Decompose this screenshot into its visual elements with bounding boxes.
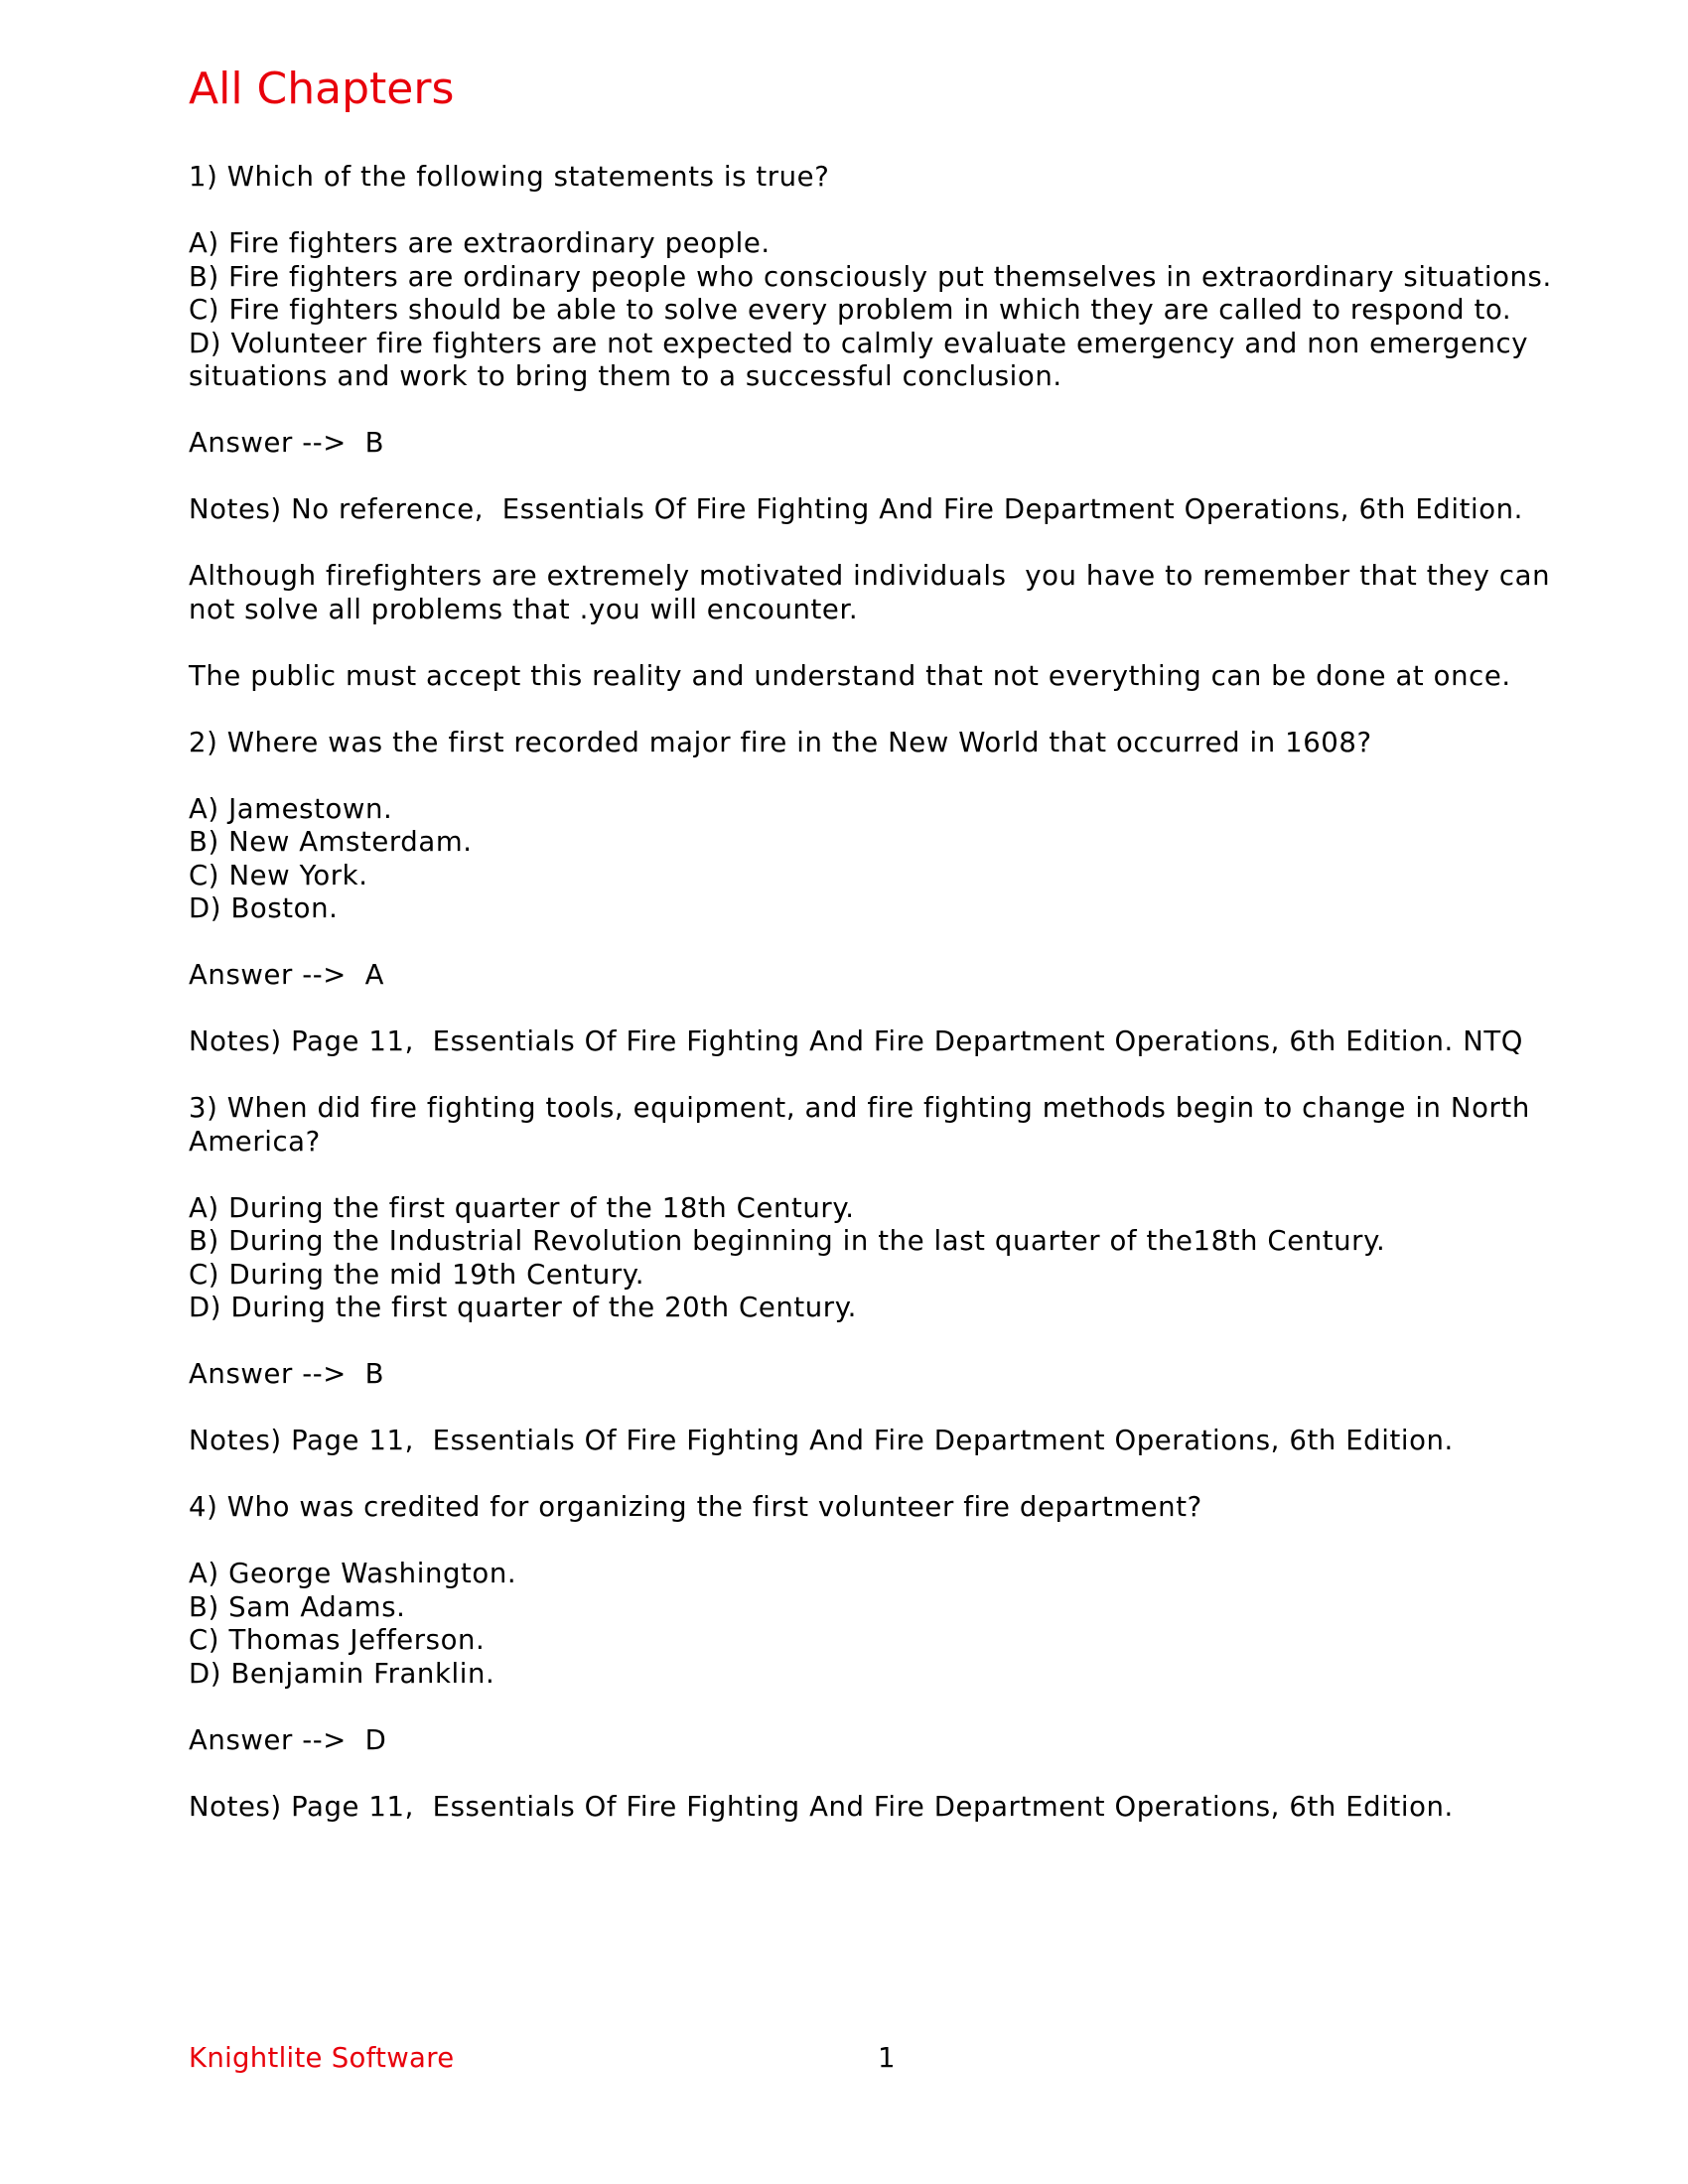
answer-line: Answer --> A bbox=[189, 959, 385, 991]
answer-option: D) During the first quarter of the 20th Century. bbox=[189, 1292, 857, 1323]
spacer bbox=[189, 1325, 1509, 1359]
spacer bbox=[189, 693, 1509, 727]
answer-option: A) During the first quarter of the 18th Century. bbox=[189, 1191, 855, 1224]
spacer bbox=[189, 1159, 1509, 1192]
notes-text: Although firefighters are extremely motivated individuals you have to remember that they can bbox=[189, 560, 1551, 592]
answer-option: B) Fire fighters are ordinary people who consciously put themselves in extraordinary situations. bbox=[189, 260, 1552, 293]
answer-option: D) Boston. bbox=[189, 892, 339, 924]
question-text: 4) Who was credited for organizing the first volunteer fire department? bbox=[189, 1491, 1202, 1523]
spacer bbox=[189, 759, 1509, 793]
answer-option: C) Thomas Jefferson. bbox=[189, 1624, 486, 1656]
footer-publisher: Knightlite Software bbox=[189, 2042, 455, 2074]
answer-line: Answer --> D bbox=[189, 1723, 387, 1756]
answer-option: D) Benjamin Franklin. bbox=[189, 1657, 495, 1690]
spacer bbox=[189, 1458, 1509, 1492]
spacer bbox=[189, 626, 1509, 660]
question-list bbox=[189, 161, 1552, 1857]
question-text: 1) Which of the following statements is true? bbox=[189, 161, 830, 193]
page-title: All Chapters bbox=[189, 64, 455, 114]
answer-option: A) George Washington. bbox=[189, 1558, 517, 1589]
answer-option: A) Jamestown. bbox=[189, 792, 393, 825]
spacer bbox=[189, 1757, 1509, 1791]
notes-text: not solve all problems that .you will encounter. bbox=[189, 593, 859, 625]
notes-text: Notes) Page 11, Essentials Of Fire Fighting And Fire Department Operations, 6th Edition. bbox=[189, 1425, 1454, 1456]
spacer bbox=[189, 527, 1509, 561]
spacer bbox=[189, 1059, 1509, 1093]
answer-option: situations and work to bring them to a successful conclusion. bbox=[189, 360, 1062, 392]
notes-text: The public must accept this reality and understand that not everything can be done at once. bbox=[189, 659, 1511, 692]
answer-option: B) Sam Adams. bbox=[189, 1590, 406, 1623]
spacer bbox=[189, 461, 1509, 494]
question-text: America? bbox=[189, 1125, 321, 1158]
footer-page-number: 1 bbox=[878, 2042, 896, 2074]
spacer bbox=[189, 993, 1509, 1026]
answer-option: C) During the mid 19th Century. bbox=[189, 1258, 645, 1291]
spacer bbox=[189, 1525, 1509, 1559]
spacer bbox=[189, 1691, 1509, 1724]
answer-option: C) New York. bbox=[189, 859, 368, 891]
notes-text: Notes) Page 11, Essentials Of Fire Fighting And Fire Department Operations, 6th Edition. bbox=[189, 1790, 1454, 1823]
answer-option: B) During the Industrial Revolution beginning in the last quarter of the18th Century. bbox=[189, 1225, 1386, 1257]
answer-line: Answer --> B bbox=[189, 1358, 385, 1390]
answer-option: D) Volunteer fire fighters are not expected to calmly evaluate emergency and non emergency bbox=[189, 327, 1529, 359]
question-text: 3) When did fire fighting tools, equipment, and fire fighting methods begin to change in North bbox=[189, 1092, 1530, 1124]
answer-option: B) New Amsterdam. bbox=[189, 826, 473, 858]
notes-text: Notes) No reference, Essentials Of Fire Fighting And Fire Department Operations, 6th Edition. bbox=[189, 493, 1524, 525]
notes-text: Notes) Page 11, Essentials Of Fire Fighting And Fire Department Operations, 6th Edition. NTQ bbox=[189, 1025, 1524, 1057]
spacer bbox=[189, 195, 1509, 228]
spacer bbox=[189, 1824, 1509, 1857]
answer-option: C) Fire fighters should be able to solve every problem in which they are called to respond to. bbox=[189, 294, 1512, 326]
spacer bbox=[189, 394, 1509, 428]
answer-line: Answer --> B bbox=[189, 427, 385, 459]
question-text: 2) Where was the first recorded major fire in the New World that occurred in 1608? bbox=[189, 726, 1372, 758]
spacer bbox=[189, 1392, 1509, 1426]
answer-option: A) Fire fighters are extraordinary people. bbox=[189, 227, 771, 259]
spacer bbox=[189, 926, 1509, 960]
